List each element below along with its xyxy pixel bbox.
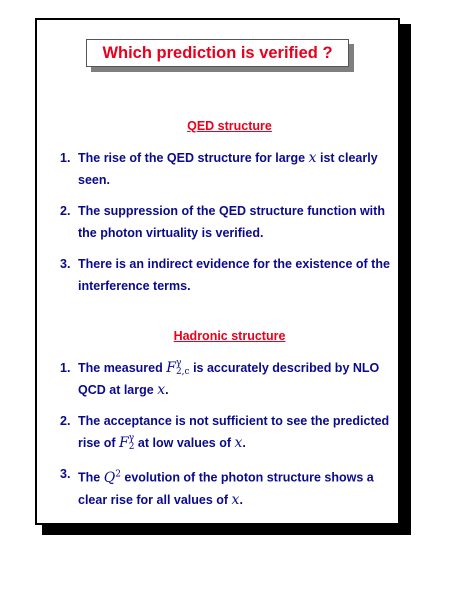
hadronic-item-1-number: 1. <box>60 361 71 375</box>
qed-item-1-text-b: ist clearly seen. <box>78 151 378 187</box>
qed-item-2 <box>60 200 390 244</box>
hadronic-item-1-math-x: x <box>157 382 166 398</box>
hadronic-item-1 <box>60 357 390 401</box>
qed-item-2-text: The suppression of the QED structure function with the photon virtuality is verified. <box>78 204 385 240</box>
qed-item-1-math-x: x <box>308 150 317 166</box>
hadronic-item-3 <box>60 463 390 511</box>
hadronic-item-2-text-b: at low values of <box>134 436 235 450</box>
hadronic-item-3-math-q: $Q^2$ <box>103 469 121 486</box>
hadronic-item-1-text-c: . <box>165 383 169 397</box>
page-title: Which prediction is verified ? <box>86 39 349 67</box>
qed-item-3-text: There is an indirect evidence for the existence of the interference terms. <box>78 257 390 293</box>
hadronic-item-1-text-b: is accurately described by NLO QCD at large <box>78 361 380 397</box>
hadronic-item-3-text-a: The <box>78 470 104 485</box>
hadronic-item-2-text-a: The acceptance is not sufficient to see the predicted rise of <box>78 414 390 450</box>
hadronic-item-3-number: 3. <box>60 467 71 481</box>
hadronic-heading: Hadronic structure <box>173 329 286 343</box>
qed-item-3-number: 3. <box>60 257 71 271</box>
qed-heading: QED structure <box>187 119 272 133</box>
hadronic-item-3-text-c: . <box>239 492 243 507</box>
hadronic-item-2-text-c: . <box>242 436 246 450</box>
hadronic-item-2-number: 2. <box>60 414 71 428</box>
hadronic-item-2-math-f: F γ 2 <box>119 433 135 452</box>
hadronic-item-2 <box>60 410 390 454</box>
hadronic-item-2-math-x: x <box>234 435 243 451</box>
qed-item-3 <box>60 253 390 297</box>
hadronic-item-1-text-a: The measured <box>78 361 167 375</box>
qed-item-1-text-a: The rise of the QED structure for large <box>78 151 309 165</box>
hadronic-item-3-math-x: x <box>231 491 240 508</box>
qed-item-1 <box>60 147 390 191</box>
hadronic-item-3-text-b: evolution of the photon structure shows a clear rise for all values of <box>78 470 374 507</box>
qed-item-2-number: 2. <box>60 204 71 218</box>
qed-item-1-number: 1. <box>60 151 71 165</box>
hadronic-item-1-math-f: F γ 2,c <box>166 358 190 377</box>
